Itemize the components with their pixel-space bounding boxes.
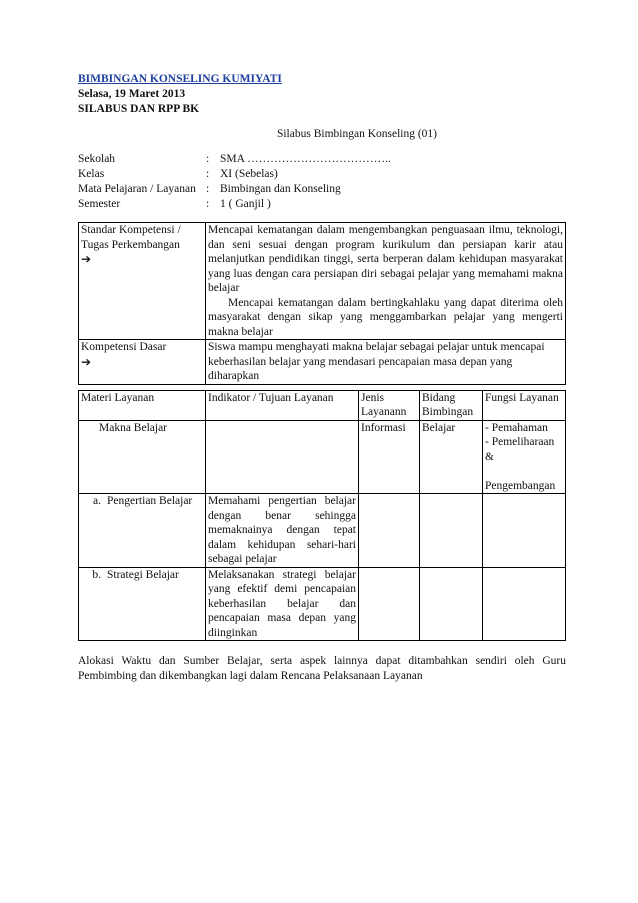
info-key: Kelas — [78, 168, 105, 180]
footer-note: Alokasi Waktu dan Sumber Belajar, serta aspek lainnya dapat ditambahkan sendiri oleh Guru Pembimbing dan dikembangkan lagi dalam Rencana Pelaksanaan Layanan — [78, 655, 566, 682]
info-row-kelas — [78, 167, 391, 182]
document-type: SILABUS DAN RPP BK — [78, 103, 200, 115]
document-page — [78, 72, 566, 684]
arrow-right-icon: ➔ — [81, 354, 92, 369]
standar-text-cell — [206, 223, 566, 340]
info-sep: : — [206, 153, 210, 165]
jenis-main: Informasi — [359, 420, 420, 494]
empty-cell — [359, 567, 420, 641]
fungsi-item: & — [485, 450, 494, 463]
info-row-sekolah — [78, 152, 391, 167]
empty-cell — [483, 567, 566, 641]
header-jenis: Jenis Layanann — [359, 390, 420, 420]
info-value: SMA ……………………………….. — [220, 153, 391, 165]
fungsi-item: Pengembangan — [485, 479, 556, 492]
list-letter: a. — [93, 495, 101, 507]
indikator-cell: Memahami pengertian belajar dengan benar sehingga memaknainya dengan tepat dalam kehidupan sehari-hari sebagai pelajar — [206, 494, 359, 568]
table-row — [79, 494, 566, 568]
fungsi-item: - Pemahaman — [485, 421, 548, 434]
fungsi-main — [483, 420, 566, 494]
syllabus-subtitle: Silabus Bimbingan Konseling (01) — [276, 128, 438, 140]
materi-layanan-table — [78, 390, 566, 642]
indikator-main — [206, 420, 359, 494]
materi-text: Pengertian Belajar — [107, 495, 193, 507]
info-value: XI (Sebelas) — [220, 168, 278, 180]
info-row-semester — [78, 197, 391, 212]
document-date: Selasa, 19 Maret 2013 — [78, 88, 186, 100]
header-indikator: Indikator / Tujuan Layanan — [206, 390, 359, 420]
bidang-main: Belajar — [420, 420, 483, 494]
table-row — [79, 567, 566, 641]
materi-cell — [79, 567, 206, 641]
table-row — [79, 420, 566, 494]
document-title-link[interactable]: BIMBINGAN KONSELING KUMIYATI — [78, 73, 282, 85]
fungsi-item: - Pemeliharaan — [485, 436, 555, 448]
info-row-mapel — [78, 182, 391, 197]
list-letter: b. — [92, 568, 101, 581]
kompetensi-label: Kompetensi Dasar — [81, 341, 167, 353]
indikator-cell: Melaksanakan strategi belajar yang efektif demi pencapaian keberhasilan belajar dan pencapaian masa depan yang diinginkan — [206, 567, 359, 641]
kompetensi-text-cell — [206, 340, 566, 385]
kompetensi-text: Siswa mampu menghayati makna belajar sebagai pelajar untuk mencapai keberhasilan belajar yang mendasari pencapaian masa depan yang diharapkan — [208, 341, 545, 382]
info-sep: : — [206, 198, 210, 210]
header-bidang: Bidang Bimbingan — [420, 390, 483, 420]
info-key: Semester — [78, 198, 121, 210]
info-key: Sekolah — [78, 153, 116, 165]
info-sep: : — [206, 183, 210, 195]
standar-label-cell — [79, 223, 206, 340]
materi-main: Makna Belajar — [79, 420, 206, 494]
info-sep: : — [206, 168, 210, 180]
info-key: Mata Pelajaran / Layanan — [78, 183, 196, 195]
info-table — [78, 152, 391, 212]
table-header-row — [79, 390, 566, 420]
header-fungsi: Fungsi Layanan — [483, 390, 566, 420]
empty-cell — [420, 494, 483, 568]
empty-cell — [359, 494, 420, 568]
materi-cell — [79, 494, 206, 568]
empty-cell — [420, 567, 483, 641]
standar-text-2: Mencapai kematangan dalam bertingkahlaku yang dapat diterima oleh masyarakat dengan sikap yang menggambarkan pelajar yang mengerti makna belajar — [208, 296, 563, 338]
standar-kompetensi-table — [78, 222, 566, 385]
info-value: 1 ( Ganjil ) — [220, 198, 271, 210]
materi-text: Strategi Belajar — [107, 568, 179, 581]
info-value: Bimbingan dan Konseling — [220, 183, 341, 195]
standar-label: Standar Kompetensi / Tugas Perkembangan — [81, 224, 181, 251]
header-materi: Materi Layanan — [79, 390, 206, 420]
standar-text-1: Mencapai kematangan dalam mengembangkan penguasaan ilmu, teknologi, dan seni sesuai dengan program kurikulum dan persiapan karir atau melanjutkan pendidikan tinggi, serta berperan dalam kehidupan masyarakat yang luas dengan cara persiapan diri sebagai pelajar yang memahami makna belajar — [208, 224, 563, 294]
arrow-right-icon: ➔ — [81, 252, 92, 266]
kompetensi-label-cell — [79, 340, 206, 385]
empty-cell — [483, 494, 566, 568]
